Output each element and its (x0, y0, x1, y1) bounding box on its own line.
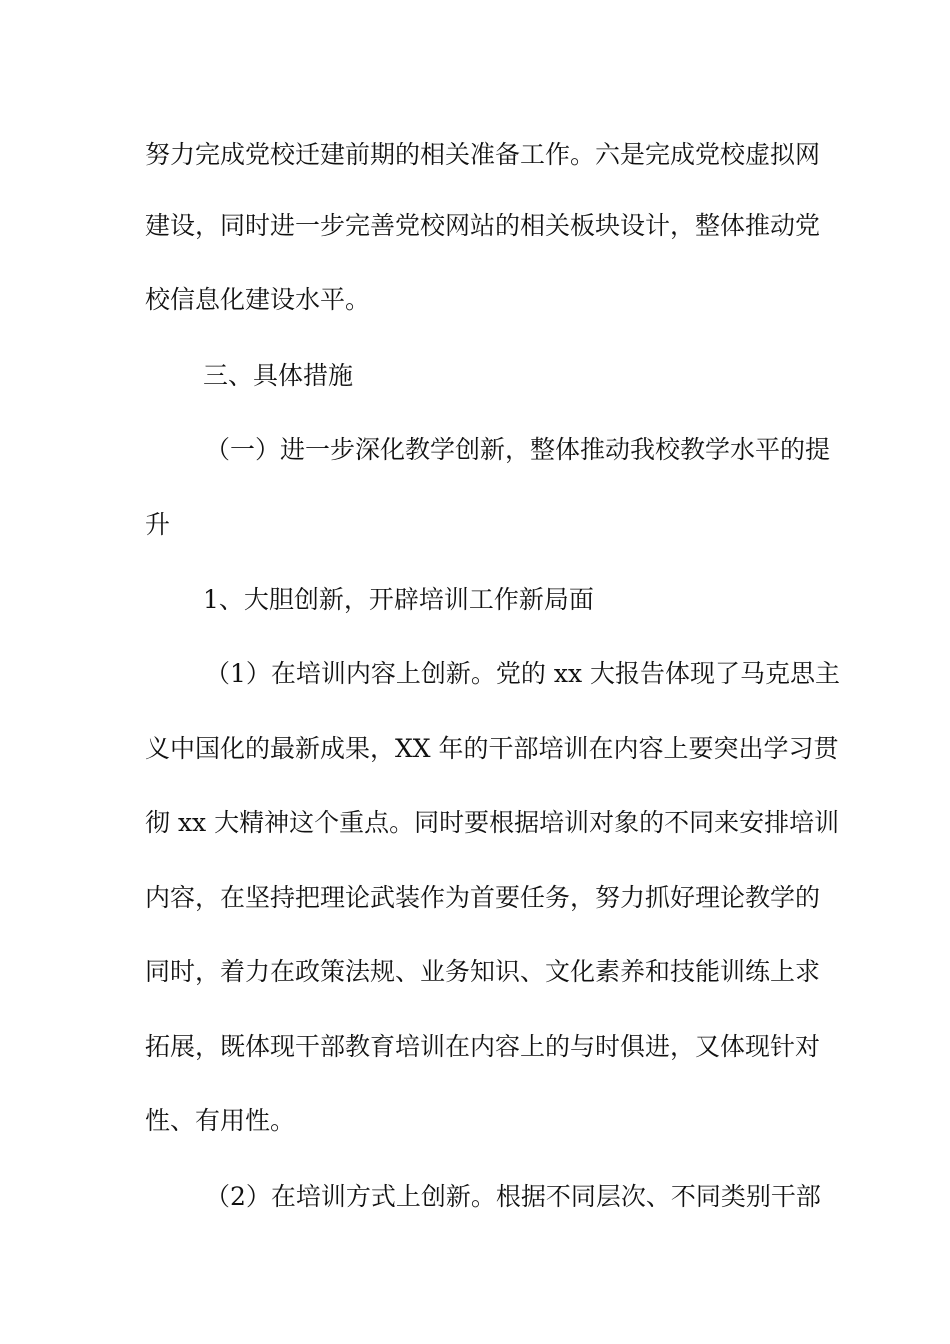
subsection-heading-line-1: （一）进一步深化教学创新，整体推动我校教学水平的提 (205, 435, 831, 464)
item-heading: 1、大胆创新，开辟培训工作新局面 (203, 585, 594, 614)
paragraph-line-7: 内容，在坚持把理论武装作为首要任务，努力抓好理论教学的 (145, 883, 821, 912)
paragraph-line-5: 义中国化的最新成果，XX 年的干部培训在内容上要突出学习贯 (145, 734, 839, 763)
paragraph-line-4: （1）在培训内容上创新。党的 xx 大报告体现了马克思主 (205, 659, 840, 688)
section-heading: 三、具体措施 (203, 361, 354, 390)
paragraph-line-10: 性、有用性。 (145, 1106, 296, 1135)
paragraph-line-3: 校信息化建设水平。 (145, 285, 371, 314)
paragraph-line-11: （2）在培训方式上创新。根据不同层次、不同类别干部 (205, 1182, 821, 1211)
paragraph-line-6: 彻 xx 大精神这个重点。同时要根据培训对象的不同来安排培训 (145, 808, 840, 837)
paragraph-line-2: 建设，同时进一步完善党校网站的相关板块设计，整体推动党 (145, 211, 821, 240)
paragraph-line-8: 同时，着力在政策法规、业务知识、文化素养和技能训练上求 (145, 957, 821, 986)
paragraph-line-9: 拓展，既体现干部教育培训在内容上的与时俱进，又体现针对 (145, 1032, 821, 1061)
paragraph-line-1: 努力完成党校迁建前期的相关准备工作。六是完成党校虚拟网 (145, 140, 821, 169)
subsection-heading-line-2: 升 (145, 510, 171, 539)
